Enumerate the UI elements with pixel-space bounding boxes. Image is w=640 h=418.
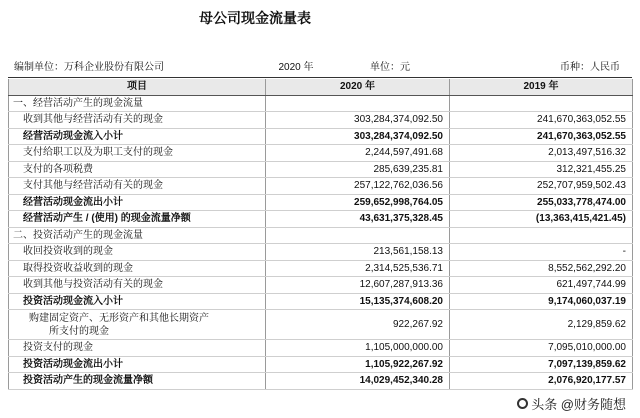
watermark-text: 头条 @财务随想 — [531, 397, 626, 412]
company-name: 编制单位：万科企业股份有限公司 — [14, 62, 164, 73]
row-label-line2: 所支付的现金 — [49, 325, 109, 337]
value-2020: 259,652,998,764.05 — [266, 194, 450, 211]
unit-label: 单位：元 — [370, 62, 410, 73]
row-label: 经营活动现金流出小计 — [9, 194, 266, 211]
value-2019: 252,707,959,502.43 — [450, 178, 633, 195]
value-2020: 303,284,374,092.50 — [266, 112, 450, 129]
header-2019: 2019 年 — [450, 79, 633, 95]
table-row — [9, 112, 633, 129]
top-rule — [8, 77, 632, 78]
value-2020: 2,244,597,491.68 — [266, 145, 450, 162]
value-2019: 9,174,060,037.19 — [450, 293, 633, 310]
table-row — [9, 194, 633, 211]
table-row — [9, 310, 633, 340]
value-2019: 2,076,920,177.57 — [450, 373, 633, 390]
table-row — [9, 211, 633, 228]
value-2019: 241,670,363,052.55 — [450, 128, 633, 145]
watermark-logo-icon — [517, 398, 528, 409]
cash-flow-table — [8, 79, 633, 390]
row-label: 投资支付的现金 — [9, 340, 266, 357]
row-label: 收到其他与经营活动有关的现金 — [9, 112, 266, 129]
row-label — [9, 310, 266, 340]
value-2019: (13,363,415,421.45) — [450, 211, 633, 228]
row-label: 经营活动现金流入小计 — [9, 128, 266, 145]
value-2020: 257,122,762,036.56 — [266, 178, 450, 195]
value-2019: 241,670,363,052.55 — [450, 112, 633, 129]
value-2020: 922,267.92 — [266, 310, 450, 340]
row-label: 二、投资活动产生的现金流量 — [9, 227, 266, 244]
report-year: 2020 年 — [278, 62, 314, 73]
row-label: 收回投资收到的现金 — [9, 244, 266, 261]
table-row — [9, 145, 633, 162]
value-2020: 43,631,375,328.45 — [266, 211, 450, 228]
table-row — [9, 340, 633, 357]
table-row — [9, 277, 633, 294]
row-label: 支付其他与经营活动有关的现金 — [9, 178, 266, 195]
value-2019: 2,129,859.62 — [450, 310, 633, 340]
page-title: 母公司现金流量表 — [199, 10, 311, 26]
value-2019: 312,321,455.25 — [450, 161, 633, 178]
currency-label: 币种：人民币 — [560, 62, 620, 73]
row-label: 一、经营活动产生的现金流量 — [9, 95, 266, 112]
row-label-line1: 购建固定资产、无形资产和其他长期资产 — [29, 312, 209, 324]
table-row — [9, 128, 633, 145]
value-2019 — [450, 95, 633, 112]
table-row — [9, 260, 633, 277]
value-2020: 12,607,287,913.36 — [266, 277, 450, 294]
value-2020: 1,105,922,267.92 — [266, 356, 450, 373]
header-item: 项目 — [9, 79, 266, 95]
row-label: 投资活动现金流入小计 — [9, 293, 266, 310]
row-label: 收到其他与投资活动有关的现金 — [9, 277, 266, 294]
value-2020: 14,029,452,340.28 — [266, 373, 450, 390]
row-label: 支付给职工以及为职工支付的现金 — [9, 145, 266, 162]
table-row — [9, 161, 633, 178]
row-label: 取得投资收益收到的现金 — [9, 260, 266, 277]
table-row — [9, 95, 633, 112]
value-2020 — [266, 227, 450, 244]
table-row — [9, 293, 633, 310]
value-2020: 303,284,374,092.50 — [266, 128, 450, 145]
value-2019 — [450, 227, 633, 244]
value-2019: 7,097,139,859.62 — [450, 356, 633, 373]
value-2019: 2,013,497,516.32 — [450, 145, 633, 162]
value-2019: 621,497,744.99 — [450, 277, 633, 294]
value-2019: 255,033,778,474.00 — [450, 194, 633, 211]
header-2020: 2020 年 — [266, 79, 450, 95]
value-2020: 213,561,158.13 — [266, 244, 450, 261]
watermark — [513, 393, 630, 414]
table-row — [9, 178, 633, 195]
row-label: 投资活动现金流出小计 — [9, 356, 266, 373]
value-2020: 2,314,525,536.71 — [266, 260, 450, 277]
row-label: 支付的各项税费 — [9, 161, 266, 178]
table-row — [9, 227, 633, 244]
table-row — [9, 373, 633, 390]
value-2019: 7,095,010,000.00 — [450, 340, 633, 357]
value-2020: 285,639,235.81 — [266, 161, 450, 178]
table-row — [9, 244, 633, 261]
table-header-row — [9, 79, 633, 95]
table-row — [9, 356, 633, 373]
value-2019: - — [450, 244, 633, 261]
row-label: 经营活动产生 / (使用) 的现金流量净额 — [9, 211, 266, 228]
value-2020: 1,105,000,000.00 — [266, 340, 450, 357]
row-label: 投资活动产生的现金流量净额 — [9, 373, 266, 390]
value-2020: 15,135,374,608.20 — [266, 293, 450, 310]
value-2020 — [266, 95, 450, 112]
value-2019: 8,552,562,292.20 — [450, 260, 633, 277]
